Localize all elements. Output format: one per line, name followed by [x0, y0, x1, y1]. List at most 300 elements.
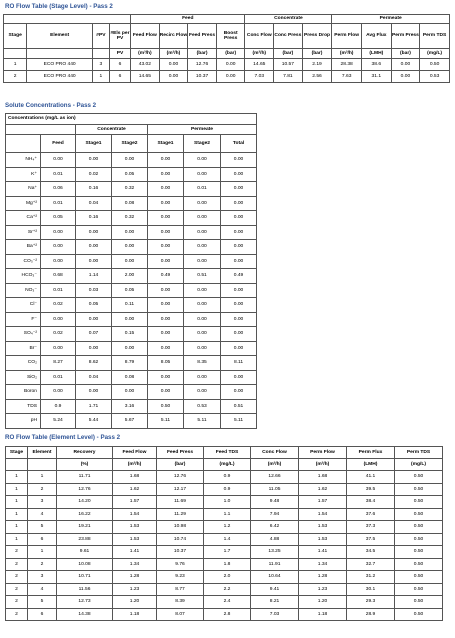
table-cell: 19.21: [57, 521, 113, 534]
table-cell: 0.50: [395, 533, 443, 546]
unit-cell: (mg/L): [395, 459, 443, 471]
table-cell: 1.0: [204, 496, 251, 509]
table-cell: 13.25: [251, 546, 299, 559]
table-cell: 0.00: [112, 153, 148, 168]
group-header-feed: Feed: [131, 15, 245, 24]
table-row: [6, 211, 257, 226]
table-cell: 5.11: [148, 414, 184, 429]
table-row: [6, 533, 443, 546]
table-row: [6, 356, 257, 371]
table-cell: 0.00: [221, 196, 257, 211]
table-cell: 2.19: [302, 59, 332, 71]
table-cell: 2.4: [204, 596, 251, 609]
table-cell: 1.62: [113, 483, 157, 496]
table-cell: 9.48: [251, 496, 299, 509]
table-cell: 0.00: [148, 298, 184, 313]
table-row: [6, 254, 257, 269]
table-cell: 11.29: [157, 508, 204, 521]
table-cell: 0.53: [420, 71, 450, 83]
table-cell: 2: [6, 558, 28, 571]
table-cell: 0.00: [41, 254, 76, 269]
table-cell: ECO PRO 440: [27, 71, 93, 83]
table-cell: 11.05: [251, 483, 299, 496]
table-cell: 0.00: [184, 240, 221, 255]
table-cell: 28.9: [347, 608, 395, 621]
table-cell: 0.00: [221, 211, 257, 226]
table-cell: 0.50: [420, 59, 450, 71]
unit-cell: (LMH): [361, 49, 391, 59]
table-row: [6, 370, 257, 385]
table-cell: ECO PRO 440: [27, 59, 93, 71]
table-cell: 0.00: [184, 225, 221, 240]
table-cell: 1.28: [299, 571, 347, 584]
table-cell: 2.2: [204, 583, 251, 596]
table-cell: 8.79: [112, 356, 148, 371]
table-row: [6, 508, 443, 521]
unit-cell: (%): [57, 459, 113, 471]
header-stage: Stage: [4, 24, 27, 49]
header-feed-flow: Feed Flow: [131, 24, 160, 49]
table-cell: 10.37: [188, 71, 217, 83]
table-cell: 0.00: [148, 153, 184, 168]
table-cell: 0.50: [395, 546, 443, 559]
table-cell: 30.1: [347, 583, 395, 596]
table-row: [6, 327, 257, 342]
table-cell: 5: [28, 596, 57, 609]
header-conc-stage2: Stage2: [112, 135, 148, 153]
table-row: [6, 167, 257, 182]
table-cell: 0.08: [112, 370, 148, 385]
table-row: [6, 225, 257, 240]
table-cell: 1.54: [299, 508, 347, 521]
unit-cell: [27, 49, 93, 59]
table-cell: CO₂: [6, 356, 41, 371]
header-perm-tds: Perm TDS: [395, 447, 443, 459]
table-cell: 0.00: [184, 196, 221, 211]
header-avg-flux: Avg Flux: [361, 24, 391, 49]
table-row: [6, 471, 443, 484]
table-cell: Ca⁺²: [6, 211, 41, 226]
table-cell: 2: [6, 546, 28, 559]
table-cell: 8.05: [148, 356, 184, 371]
table-row: [6, 521, 443, 534]
table-cell: 0.01: [41, 370, 76, 385]
header-feed-press: Feed Press: [157, 447, 204, 459]
table-cell: 0.50: [395, 608, 443, 621]
table-cell: 9.61: [57, 546, 113, 559]
table-row: [4, 71, 450, 83]
table-cell: 6: [28, 533, 57, 546]
header-perm-flow: Perm Flow: [299, 447, 347, 459]
table-row: [4, 59, 450, 71]
table-cell: 1.54: [113, 508, 157, 521]
table-cell: 1.53: [299, 533, 347, 546]
table-cell: 1.34: [113, 558, 157, 571]
header-conc-flow: Conc Flow: [245, 24, 274, 49]
table-row: [6, 546, 443, 559]
table-cell: 0.00: [148, 283, 184, 298]
unit-cell: [92, 49, 109, 59]
table-cell: NO₃⁻: [6, 283, 41, 298]
table-cell: 0.00: [184, 312, 221, 327]
table-cell: 41.1: [347, 471, 395, 484]
unit-cell: [28, 459, 57, 471]
table-cell: 0.50: [395, 471, 443, 484]
unit-cell: [4, 49, 27, 59]
table-row: [6, 312, 257, 327]
table-cell: 2.0: [204, 571, 251, 584]
table-cell: 1.23: [299, 583, 347, 596]
solute-table-title: Solute Concentrations - Pass 2: [5, 102, 97, 109]
table-cell: 0.00: [148, 196, 184, 211]
table-cell: 9.23: [157, 571, 204, 584]
table-cell: 14.38: [57, 608, 113, 621]
table-cell: 0.50: [148, 399, 184, 414]
table-cell: 0.11: [112, 298, 148, 313]
header-element: Element: [27, 24, 93, 49]
table-cell: 0.32: [112, 211, 148, 226]
header-perm-flow: Perm Flow: [332, 24, 362, 49]
table-cell: 10.74: [157, 533, 204, 546]
blank-group-cell: [4, 15, 131, 24]
table-cell: 0.53: [184, 399, 221, 414]
table-cell: 0.00: [159, 59, 188, 71]
header-boost-press: Boost Press: [216, 24, 245, 49]
header-stage: Stage: [6, 447, 28, 459]
table-cell: 0.50: [395, 571, 443, 584]
table-cell: 0.00: [391, 59, 420, 71]
table-cell: 0.00: [76, 153, 112, 168]
header-press-drop: Press Drop: [302, 24, 332, 49]
table-cell: 23.88: [57, 533, 113, 546]
table-cell: 0.02: [41, 327, 76, 342]
table-cell: 0.00: [41, 341, 76, 356]
header-perm-tds: Perm TDS: [420, 24, 450, 49]
table-cell: 1.41: [299, 546, 347, 559]
unit-cell: (m³/h): [299, 459, 347, 471]
table-row: [6, 269, 257, 284]
table-cell: 0.32: [112, 182, 148, 197]
blank-group-cell: [6, 125, 76, 135]
table-cell: 0.01: [41, 196, 76, 211]
table-cell: 5.11: [221, 414, 257, 429]
table-cell: 0.00: [221, 327, 257, 342]
table-cell: Boron: [6, 385, 41, 400]
table-cell: 28.38: [332, 59, 362, 71]
table-row: [6, 283, 257, 298]
header-conc-press: Conc Press: [274, 24, 303, 49]
table-cell: 0.00: [112, 240, 148, 255]
table-cell: 10.37: [157, 546, 204, 559]
table-cell: 0.07: [76, 327, 112, 342]
unit-cell: (m³/h): [245, 49, 274, 59]
table-cell: 0.49: [221, 269, 257, 284]
table-cell: 0.00: [221, 240, 257, 255]
table-cell: 0.04: [76, 370, 112, 385]
header-perm-flux: Perm Flux: [347, 447, 395, 459]
table-cell: 0.00: [148, 182, 184, 197]
table-cell: 0.02: [76, 167, 112, 182]
table-cell: 0.05: [76, 298, 112, 313]
table-cell: 0.00: [148, 327, 184, 342]
table-cell: 0.01: [184, 182, 221, 197]
table-cell: 4: [28, 508, 57, 521]
table-cell: 38.6: [361, 59, 391, 71]
table-cell: 1.68: [113, 471, 157, 484]
header-feed-tds: Feed TDS: [204, 447, 251, 459]
table-cell: 0.00: [112, 254, 148, 269]
table-cell: TDS: [6, 399, 41, 414]
table-cell: 2.00: [112, 269, 148, 284]
table-cell: 1: [6, 521, 28, 534]
table-cell: 0.00: [221, 341, 257, 356]
table-cell: 16.22: [57, 508, 113, 521]
table-cell: 0.50: [395, 508, 443, 521]
table-cell: 0.50: [395, 596, 443, 609]
table-row: [6, 298, 257, 313]
group-header-concentrate: Concentrate: [76, 125, 148, 135]
table-row: [6, 596, 443, 609]
table-cell: 7.03: [245, 71, 274, 83]
table-cell: 0.00: [41, 153, 76, 168]
unit-cell: (m³/h): [113, 459, 157, 471]
group-header-permeate: Permeate: [148, 125, 257, 135]
header-perm-stage2: Stage2: [184, 135, 221, 153]
header-recirc-flow: Recirc Flow: [159, 24, 188, 49]
group-header-concentrate: Concentrate: [245, 15, 332, 24]
header-feed-press: Feed Press: [188, 24, 217, 49]
table-row: [6, 583, 443, 596]
table-row: [6, 558, 443, 571]
table-cell: 0.16: [76, 211, 112, 226]
table-cell: K⁺: [6, 167, 41, 182]
table-cell: 1.57: [299, 496, 347, 509]
stage-flow-table: [3, 14, 450, 83]
table-cell: 1.18: [299, 608, 347, 621]
header-recovery: Recovery: [57, 447, 113, 459]
table-cell: 2: [6, 583, 28, 596]
table-cell: 38.4: [347, 496, 395, 509]
header-element: Element: [28, 447, 57, 459]
table-cell: 1.23: [113, 583, 157, 596]
stage-table-title: RO Flow Table (Stage Level) - Pass 2: [5, 3, 113, 10]
table-cell: CO₃⁻²: [6, 254, 41, 269]
table-cell: 0.00: [184, 370, 221, 385]
group-header-permeate: Permeate: [332, 15, 450, 24]
unit-cell: (m³/h): [159, 49, 188, 59]
table-cell: 0.00: [41, 225, 76, 240]
table-cell: 1.8: [204, 558, 251, 571]
table-cell: 0.51: [184, 269, 221, 284]
table-cell: 0.00: [112, 385, 148, 400]
table-cell: 1.20: [299, 596, 347, 609]
table-cell: 0.01: [41, 283, 76, 298]
table-cell: Br⁻: [6, 341, 41, 356]
header-conc-flow: Conc Flow: [251, 447, 299, 459]
table-cell: 37.6: [347, 508, 395, 521]
table-cell: 1: [6, 533, 28, 546]
table-cell: 1.2: [204, 521, 251, 534]
table-cell: 0.00: [76, 240, 112, 255]
table-cell: 12.76: [57, 483, 113, 496]
unit-cell: (bar): [302, 49, 332, 59]
unit-cell: [6, 459, 28, 471]
table-cell: 1.4: [204, 533, 251, 546]
table-cell: 0.00: [41, 385, 76, 400]
table-cell: 0.01: [41, 167, 76, 182]
table-cell: 1.1: [204, 508, 251, 521]
table-cell: 0.00: [184, 211, 221, 226]
table-cell: 1: [28, 471, 57, 484]
table-cell: 0.00: [391, 71, 420, 83]
table-cell: 1.20: [113, 596, 157, 609]
table-cell: 6: [28, 608, 57, 621]
table-row: [6, 608, 443, 621]
table-cell: 8.39: [157, 596, 204, 609]
table-cell: 8.21: [251, 596, 299, 609]
unit-cell: PV: [109, 49, 130, 59]
table-cell: 0.00: [221, 370, 257, 385]
table-cell: 1: [92, 71, 109, 83]
table-cell: 0.05: [41, 211, 76, 226]
table-cell: 0.00: [184, 153, 221, 168]
table-cell: 2: [6, 596, 28, 609]
table-cell: 4.88: [251, 533, 299, 546]
table-cell: 0.00: [221, 254, 257, 269]
table-cell: 0.00: [148, 312, 184, 327]
table-cell: 0.00: [76, 312, 112, 327]
table-cell: 0.00: [216, 59, 245, 71]
table-row: [6, 341, 257, 356]
table-cell: 1.14: [76, 269, 112, 284]
solute-caption: Concentrations (mg/L as ion): [6, 114, 257, 125]
table-cell: 0.00: [76, 341, 112, 356]
header-total: Total: [221, 135, 257, 153]
table-cell: 1: [6, 496, 28, 509]
table-cell: 43.02: [131, 59, 160, 71]
table-cell: 12.76: [188, 59, 217, 71]
table-cell: 11.91: [251, 558, 299, 571]
table-cell: 1.7: [204, 546, 251, 559]
table-cell: 0.00: [112, 225, 148, 240]
table-cell: 0.00: [148, 370, 184, 385]
table-cell: 8.07: [157, 608, 204, 621]
table-cell: 0.00: [221, 225, 257, 240]
table-row: [6, 182, 257, 197]
table-cell: 0.49: [148, 269, 184, 284]
table-cell: 12.76: [157, 471, 204, 484]
table-cell: 2.8: [204, 608, 251, 621]
table-cell: 0.50: [395, 483, 443, 496]
table-cell: 9.41: [251, 583, 299, 596]
table-cell: 0.50: [395, 558, 443, 571]
table-cell: 10.71: [57, 571, 113, 584]
table-cell: 0.00: [148, 341, 184, 356]
table-cell: 1: [6, 471, 28, 484]
element-flow-table: [5, 446, 443, 621]
table-cell: 0.04: [76, 196, 112, 211]
table-cell: 14.20: [57, 496, 113, 509]
table-cell: 10.57: [274, 59, 303, 71]
table-cell: 14.65: [131, 71, 160, 83]
table-cell: 6: [109, 59, 130, 71]
unit-cell: (mg/L): [204, 459, 251, 471]
table-cell: 0.00: [148, 240, 184, 255]
table-cell: SO₄⁻²: [6, 327, 41, 342]
table-cell: 0.00: [221, 167, 257, 182]
table-cell: 11.56: [57, 583, 113, 596]
table-cell: 0.02: [41, 298, 76, 313]
table-cell: 34.5: [347, 546, 395, 559]
table-cell: 29.3: [347, 596, 395, 609]
table-cell: 1.18: [113, 608, 157, 621]
table-cell: 3: [28, 571, 57, 584]
table-cell: 12.17: [157, 483, 204, 496]
table-cell: Na⁺: [6, 182, 41, 197]
table-cell: 6: [109, 71, 130, 83]
table-cell: 0.00: [112, 312, 148, 327]
table-cell: 0.00: [184, 327, 221, 342]
table-cell: 11.71: [57, 471, 113, 484]
table-cell: F⁻: [6, 312, 41, 327]
table-cell: 0.00: [216, 71, 245, 83]
unit-cell: (bar): [391, 49, 420, 59]
table-cell: 0.00: [221, 312, 257, 327]
table-cell: 0.00: [221, 385, 257, 400]
table-cell: 0.00: [148, 385, 184, 400]
table-cell: 1.41: [113, 546, 157, 559]
table-cell: 0.50: [395, 583, 443, 596]
table-cell: 39.5: [347, 483, 395, 496]
table-cell: Sr⁺²: [6, 225, 41, 240]
table-cell: 5: [28, 521, 57, 534]
table-cell: 0.68: [41, 269, 76, 284]
table-cell: 1.71: [76, 399, 112, 414]
table-cell: 10.98: [157, 521, 204, 534]
table-row: [6, 385, 257, 400]
table-cell: 14.65: [245, 59, 274, 71]
table-cell: 2: [28, 483, 57, 496]
table-cell: 2: [28, 558, 57, 571]
unit-cell: (m³/h): [332, 49, 362, 59]
table-cell: 1.62: [299, 483, 347, 496]
table-cell: 1.68: [299, 471, 347, 484]
table-cell: 7.63: [332, 71, 362, 83]
table-cell: 32.7: [347, 558, 395, 571]
table-cell: 2: [6, 571, 28, 584]
table-cell: 0.00: [76, 254, 112, 269]
table-cell: 12.66: [251, 471, 299, 484]
table-cell: 0.00: [148, 254, 184, 269]
table-cell: 1: [6, 508, 28, 521]
table-cell: 7.94: [251, 508, 299, 521]
table-cell: 2: [4, 71, 27, 83]
table-row: [6, 399, 257, 414]
table-cell: 1: [6, 483, 28, 496]
table-row: [6, 496, 443, 509]
table-cell: 0.00: [184, 283, 221, 298]
table-cell: 31.1: [361, 71, 391, 83]
unit-cell: (m³/h): [131, 49, 160, 59]
table-cell: 8.77: [157, 583, 204, 596]
table-cell: 7.81: [274, 71, 303, 83]
table-cell: 0.9: [204, 483, 251, 496]
unit-cell: (bar): [157, 459, 204, 471]
table-cell: 0.9: [41, 399, 76, 414]
header-feed-flow: Feed Flow: [113, 447, 157, 459]
table-cell: 5.67: [112, 414, 148, 429]
table-cell: pH: [6, 414, 41, 429]
